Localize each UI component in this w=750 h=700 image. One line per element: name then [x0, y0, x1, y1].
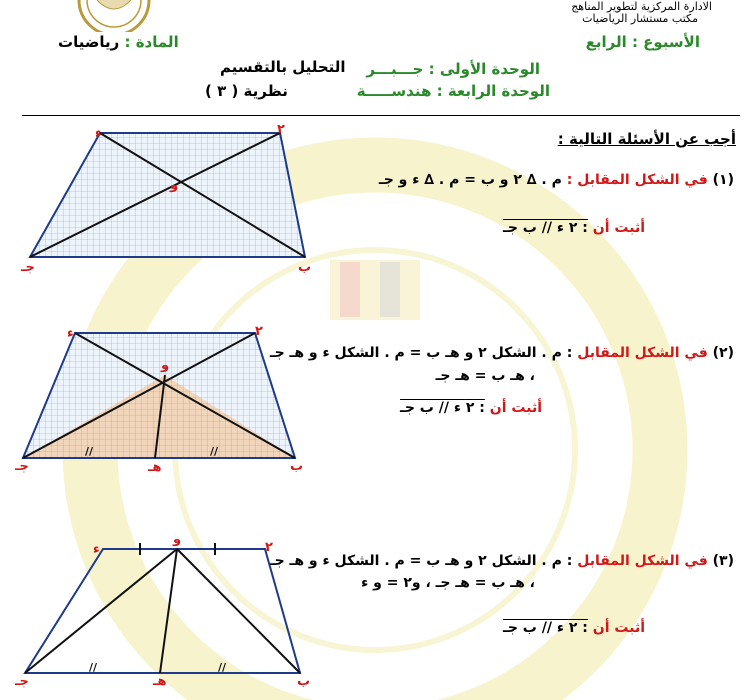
question-2-number: (٢) [712, 345, 734, 361]
question-3-prove-label: أثبت أن [592, 620, 645, 636]
question-2-given-text: : م . الشكل ٢ و هـ ب = م . الشكل ء و هـ جـ [269, 345, 573, 361]
question-2-prove [400, 400, 542, 416]
unit4-label: الوحدة الرابعة : هندســـــة [356, 82, 550, 100]
question-2-prove-label: أثبت أن [489, 400, 542, 416]
header-divider [22, 115, 740, 116]
question-1-given [379, 172, 734, 188]
unit1-label: الوحدة الأولى : جـــبـــر [366, 60, 540, 78]
label-M: و [170, 178, 179, 193]
question-3-prove-text: : ٢ ء // ب جـ [503, 620, 588, 636]
question-3-given-text: : م . الشكل ٢ و هـ ب = م . الشكل ء و هـ جـ [269, 553, 573, 569]
label-C: جـ [21, 260, 35, 275]
label-B: ب [298, 260, 312, 275]
unit4-topic: نظرية ( ٣ ) [205, 82, 288, 100]
question-1-prove-text: : ٢ ء // ب جـ [503, 220, 588, 236]
label-D: ء [67, 326, 74, 341]
figure-3-trapezoid [15, 525, 315, 690]
svg-text://: // [210, 445, 219, 458]
svg-text://: // [218, 661, 227, 674]
org-line-1: الادارة المركزية لتطوير المناهج [571, 0, 712, 13]
question-3-given [270, 553, 734, 569]
label-M: و [173, 532, 182, 547]
question-2-given [270, 345, 734, 361]
figure-1-trapezoid [15, 125, 315, 275]
question-2-given-2: ، هـ ب = هـ جـ [435, 368, 535, 384]
org-line-2: مكتب مستشار الرياضيات [582, 12, 698, 25]
label-A: ٢ [277, 125, 285, 137]
label-A: ٢ [265, 540, 273, 555]
label-A: ٢ [255, 325, 263, 339]
question-3-number: (٣) [712, 553, 734, 569]
label-B: ب [290, 459, 304, 474]
question-1-number: (١) [712, 172, 734, 188]
question-1-prove [503, 220, 645, 236]
subject-label: المادة : [124, 33, 179, 51]
question-3-prove [503, 620, 645, 636]
ministry-logo [75, 0, 153, 32]
question-3-given-label: في الشكل المقابل [577, 553, 708, 569]
label-C: جـ [15, 674, 29, 689]
svg-text://: // [89, 661, 98, 674]
question-2-given-label: في الشكل المقابل [577, 345, 708, 361]
label-H: هـ [153, 674, 167, 689]
figure-2-trapezoid [15, 325, 315, 475]
svg-text://: // [85, 445, 94, 458]
label-C: جـ [15, 459, 29, 474]
question-1-given-label: في الشكل المقابل : [566, 172, 708, 188]
label-B: ب [297, 674, 311, 689]
question-1-prove-label: أثبت أن [592, 220, 645, 236]
question-3-given-2: ، هـ ب = هـ جـ ، و٢ = و ء [361, 575, 535, 591]
subject-value: رياضيات [58, 33, 120, 51]
label-H: هـ [148, 460, 162, 475]
subject-row [58, 33, 179, 51]
week-label: الأسبوع : الرابع [585, 33, 700, 51]
label-M: و [161, 358, 170, 373]
question-1-given-text: م . ∆ ٢ و ب = م . ∆ ء و جـ [378, 172, 562, 188]
label-D: ء [93, 542, 100, 557]
instructions: أجب عن الأسئلة التالية : [557, 130, 736, 148]
question-2-prove-text: : ٢ ء // ب جـ [400, 400, 485, 416]
unit1-topic: التحليل بالتقسيم [220, 58, 346, 76]
label-D: ء [95, 126, 102, 141]
